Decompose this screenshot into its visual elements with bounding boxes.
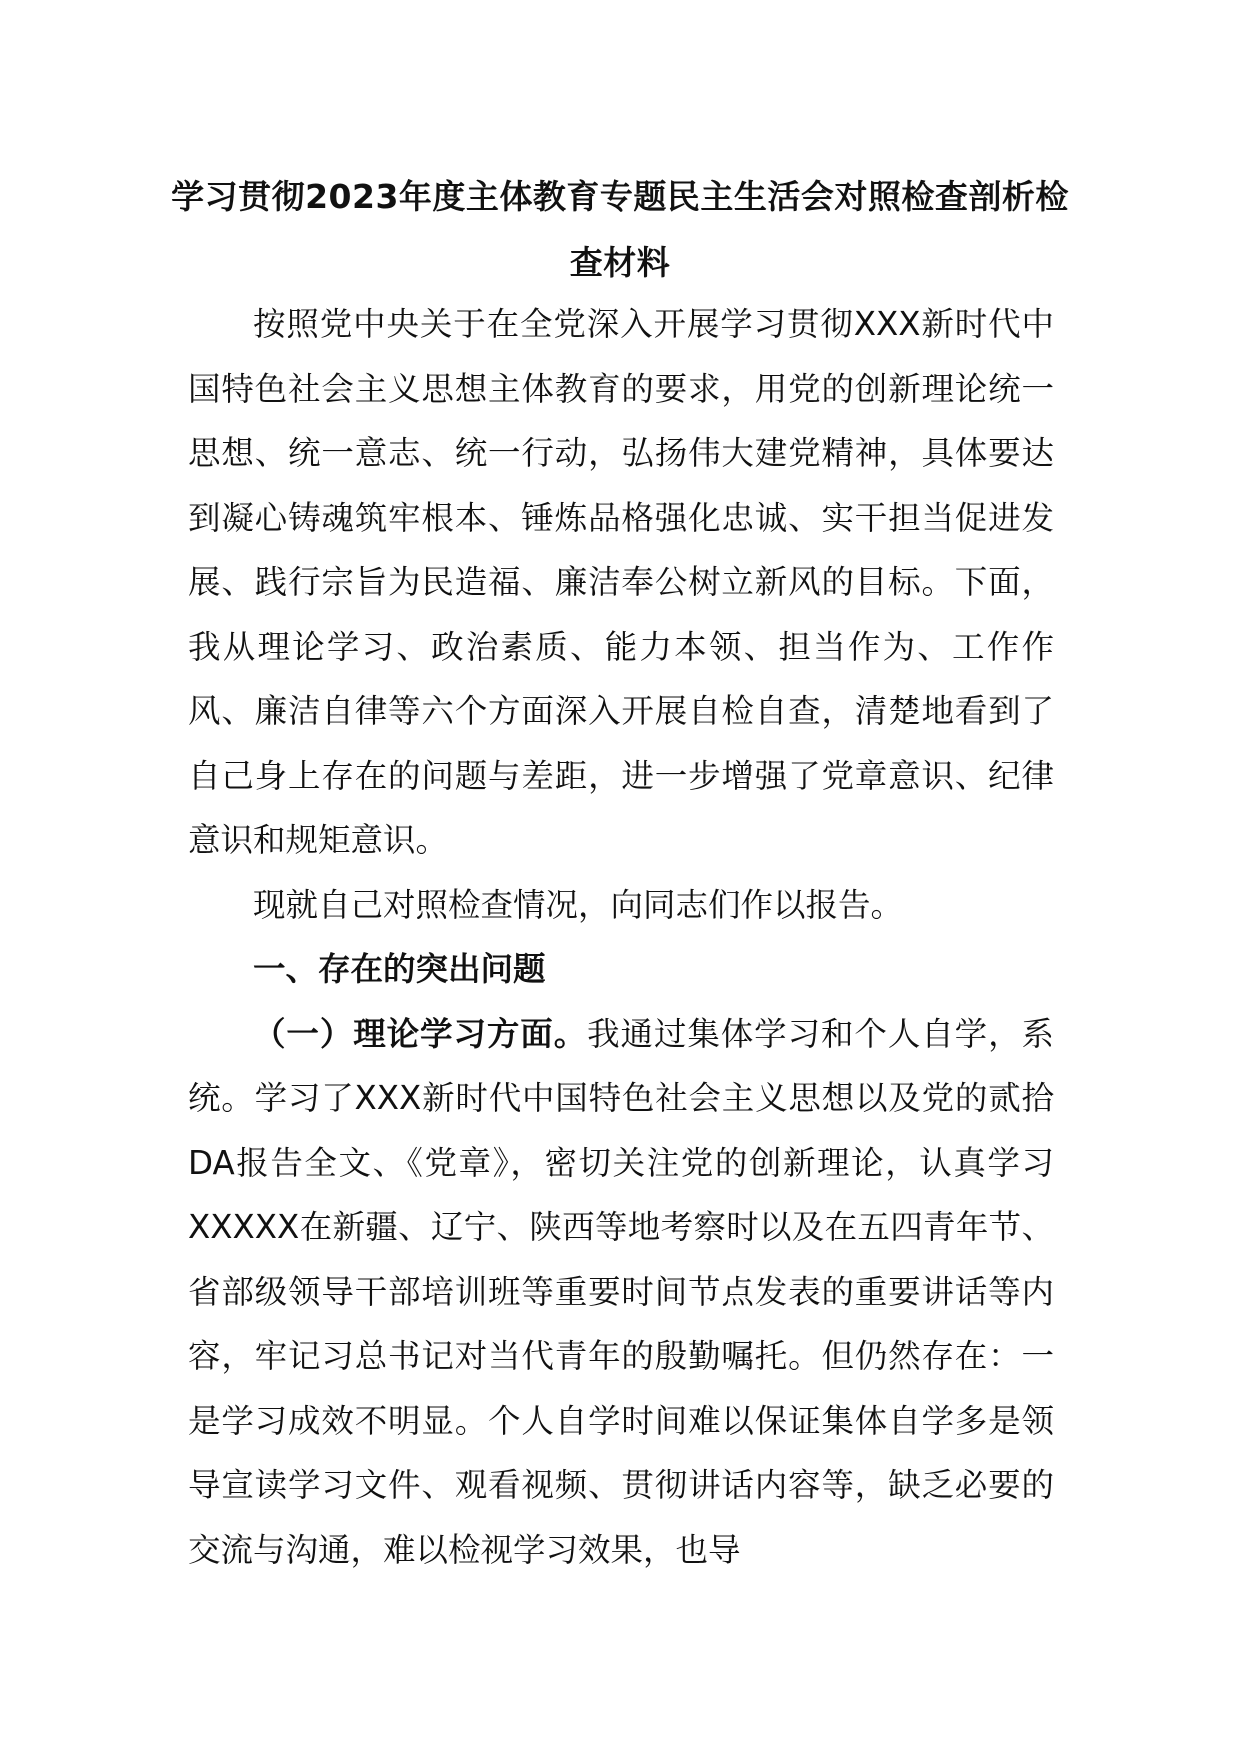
document-body <box>188 292 1054 1582</box>
theory-study-paragraph <box>188 1002 1054 1583</box>
sub-body-text: 我通过集体学习和个人自学，系统。学习了XXX新时代中国特色社会主义思想以及党的贰拾DA报告全文、《党章》，密切关注党的创新理论，认真学习XXXXX在新疆、辽宁、陕西等地考察时以及在五四青年节、省部级领导干部培训班等重要时间节点发表的重要讲话等内容，牢记习总书记对当代青年的殷勤嘱托。但仍然存在：一是学习成效不明显。个人自学时间难以保证集体自学多是领导宣读学习文件、观看视频、贯彻讲话内容等，缺乏必要的交流与沟通，难以检视学习效果，也导 <box>188 1014 1054 1569</box>
sub-heading: （一）理论学习方面。 <box>253 1014 588 1053</box>
intro-paragraph: 按照党中央关于在全党深入开展学习贯彻XXX新时代中国特色社会主义思想主体教育的要求，用党的创新理论统一思想、统一意志、统一行动，弘扬伟大建党精神，具体要达到凝心铸魂筑牢根本、锤炼品格强化忠诚、实干担当促进发展、践行宗旨为民造福、廉洁奉公树立新风的目标。下面，我从理论学习、政治素质、能力本领、担当作为、工作作风、廉洁自律等六个方面深入开展自检自查，清楚地看到了自己身上存在的问题与差距，进一步增强了党章意识、纪律意识和规矩意识。 <box>188 305 1054 859</box>
section-heading: 一、存在的突出问题 <box>253 950 546 988</box>
report-paragraph: 现就自己对照检查情况，向同志们作以报告。 <box>253 885 904 924</box>
document-title: 学习贯彻2023年度主体教育专题民主生活会对照检查剖析检查材料 <box>171 177 1069 282</box>
